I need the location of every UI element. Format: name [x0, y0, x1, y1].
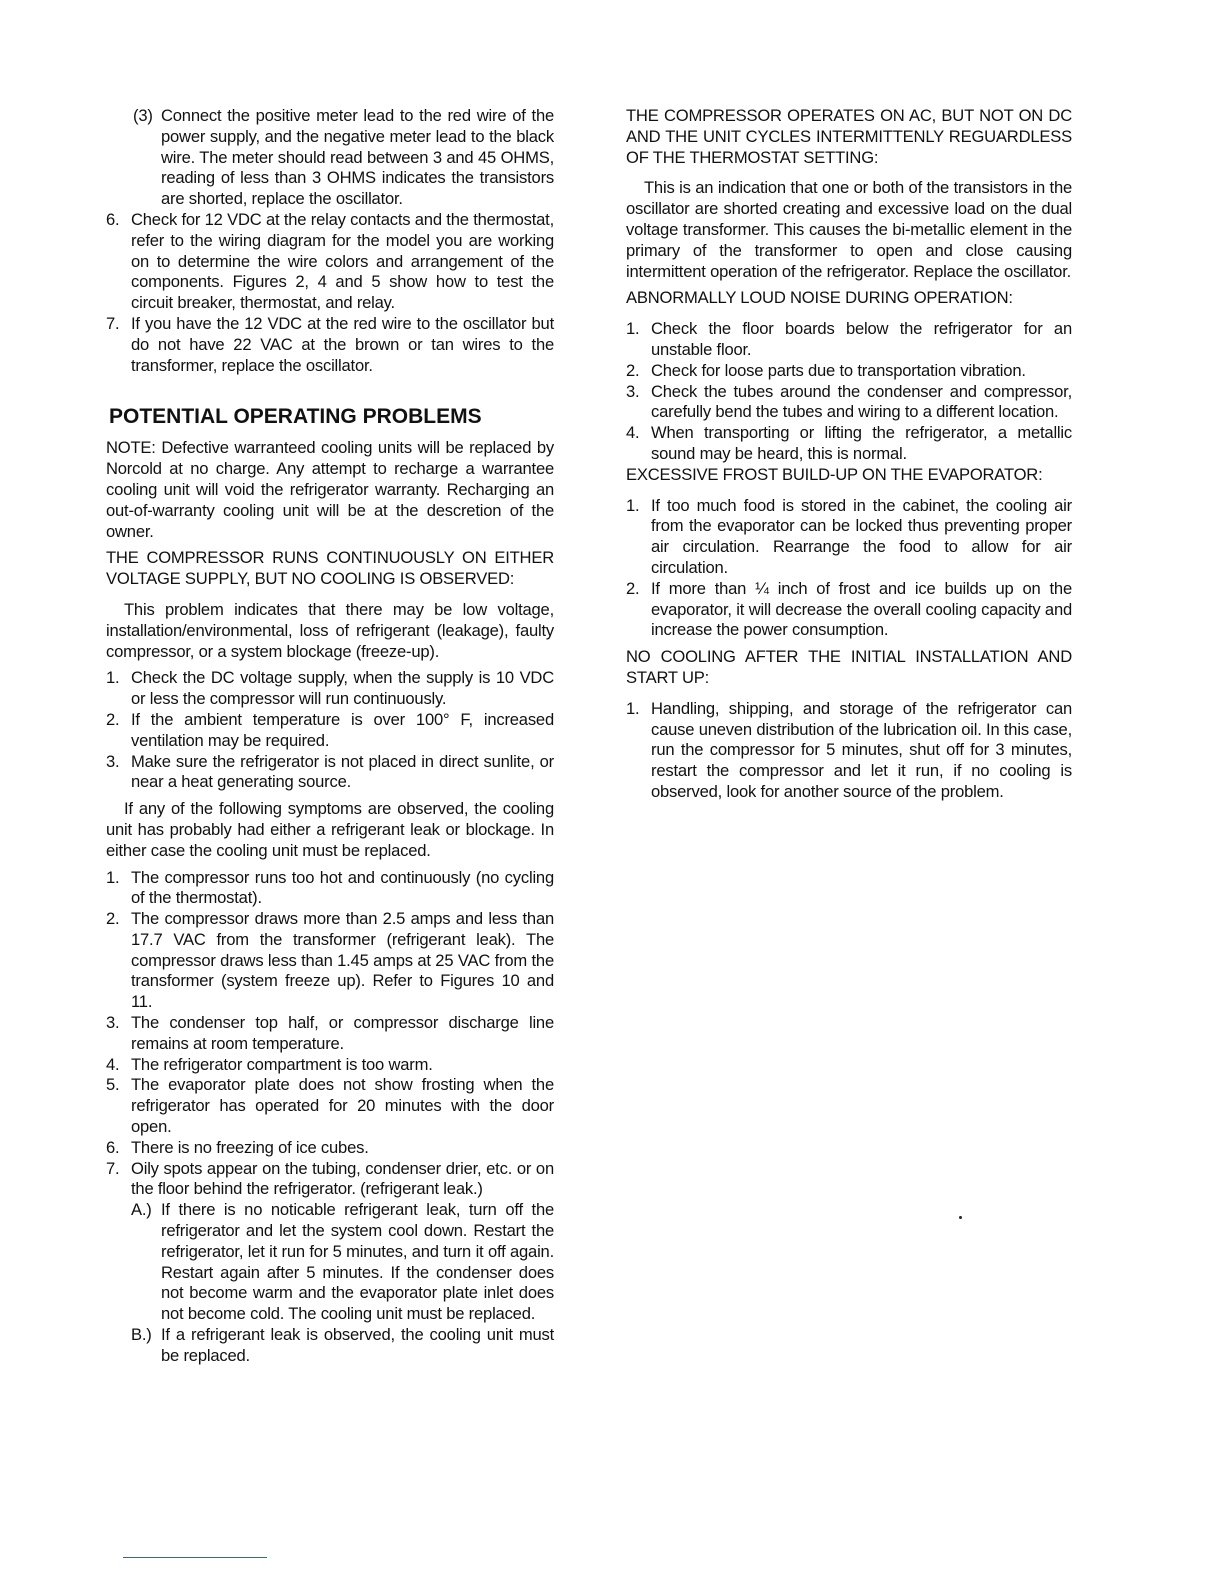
item-text: There is no freezing of ice cubes.	[131, 1137, 369, 1157]
item-text: If too much food is stored in the cabinet, the cooling air from the evaporator can be locked thus preventing proper air circulation. Rearrange the food to allow for air circulation.	[651, 495, 1072, 577]
list-item	[106, 752, 554, 794]
item-text: If the ambient temperature is over 100° F, increased ventilation may be required.	[131, 709, 554, 750]
symptom-item	[106, 909, 554, 1013]
problem-title-ac-not-dc: THE COMPRESSOR OPERATES ON AC, BUT NOT ON DC AND THE UNIT CYCLES INTERMITTENLY REGUARDLESS OF THE THERMOSTAT SETTING:	[626, 106, 1072, 167]
symptom-item	[106, 1075, 554, 1137]
item-text: When transporting or lifting the refrigerator, a metallic sound may be heard, this is normal.	[651, 423, 1072, 463]
list-item	[626, 423, 1072, 465]
warranty-note: NOTE: Defective warranteed cooling units will be replaced by Norcold at no charge. Any attempt to recharge a warrantee cooling unit will void the refrigerator warranty. Recharging an out-of-warranty cooling unit will be at the descretion of the owner.	[106, 438, 554, 541]
item-number: 6.	[106, 1137, 120, 1157]
item-number: 3.	[626, 381, 640, 401]
symptoms-intro: If any of the following symptoms are observed, the cooling unit has probably had either a refrigerant leak or blockage. In either case the cooling unit must be replaced.	[106, 799, 554, 860]
item-number: 1.	[626, 495, 640, 515]
left-column	[106, 106, 554, 1367]
step-number: 7.	[106, 313, 120, 333]
item-number: 3.	[106, 1013, 120, 1033]
item-number: 5.	[106, 1075, 120, 1095]
problem-title-loud-noise: ABNORMALLY LOUD NOISE DURING OPERATION:	[626, 288, 1013, 308]
item-text: The compressor draws more than 2.5 amps and less than 17.7 VAC from the transformer (refrigerant leak). The compressor draws less than 1.45 amps at 25 VAC from the transformer (system freeze up). Refer to Figures 10 and 11.	[131, 909, 554, 1012]
item-number: 1.	[106, 867, 120, 887]
item-text: Check for loose parts due to transportation vibration.	[651, 360, 1026, 380]
symptom-subitem-b	[106, 1325, 554, 1367]
item-number: 1.	[626, 698, 640, 718]
item-number: 3.	[106, 751, 120, 771]
item-number: 1.	[626, 319, 640, 339]
scan-speck	[959, 1216, 962, 1219]
step-6	[106, 210, 554, 314]
symptom-item	[106, 1138, 554, 1159]
item-number: 2.	[106, 909, 120, 929]
item-text: The compressor runs too hot and continuously (no cycling of the thermostat).	[131, 867, 554, 908]
problem-title-no-cooling: NO COOLING AFTER THE INITIAL INSTALLATION AND START UP:	[626, 647, 1072, 687]
right-column	[626, 106, 1072, 803]
step-text: Check for 12 VDC at the relay contacts and the thermostat, refer to the wiring diagram for the model you are working on to determine the wire colors and arrangement of the components. Figures 2, 4 and 5 show how to test the circuit breaker, thermostat, and relay.	[131, 209, 554, 313]
symptom-item	[106, 1013, 554, 1055]
subitem-text: If a refrigerant leak is observed, the cooling unit must be replaced.	[161, 1325, 554, 1365]
symptom-item	[106, 868, 554, 910]
list-item	[626, 319, 1072, 361]
footer-rule	[123, 1557, 267, 1558]
item-text: Check the DC voltage supply, when the supply is 10 VDC or less the compressor will run continuously.	[131, 668, 554, 709]
item-text: Oily spots appear on the tubing, condenser drier, etc. or on the floor behind the refrigerator. (refrigerant leak.)	[131, 1158, 554, 1199]
symptom-item	[106, 1055, 554, 1076]
item-text: If more than ¼ inch of frost and ice builds up on the evaporator, it will decrease the overall cooling capacity and increase the power consumption.	[651, 578, 1072, 640]
substep-3	[106, 106, 554, 210]
item-number: 4.	[106, 1054, 120, 1074]
item-text: The evaporator plate does not show frosting when the refrigerator has operated for 20 minutes with the door open.	[131, 1075, 554, 1137]
item-text: Handling, shipping, and storage of the refrigerator can cause uneven distribution of the lubrication oil. In this case, run the compressor for 5 minutes, shut off for 3 minutes, restart the compressor and let it run, if no cooling is observed, look for another source of the problem.	[651, 698, 1072, 801]
list-item	[626, 382, 1072, 424]
item-number: 7.	[106, 1158, 120, 1178]
problem-title-excessive-frost: EXCESSIVE FROST BUILD-UP ON THE EVAPORATOR:	[626, 464, 1043, 484]
item-text: The condenser top half, or compressor discharge line remains at room temperature.	[131, 1013, 554, 1053]
symptom-subitem-a	[106, 1200, 554, 1325]
list-item	[106, 710, 554, 752]
problem-description: This is an indication that one or both of the transistors in the oscillator are shorted creating and excessive load on the dual voltage transformer. This causes the bi-metallic element in the primary of the transformer to open and close causing intermittent operation of the refrigerator. Replace the oscillator.	[626, 178, 1072, 281]
step-number: 6.	[106, 209, 120, 229]
list-item	[626, 699, 1072, 803]
problem-title-runs-continuously: THE COMPRESSOR RUNS CONTINUOUSLY ON EITHER VOLTAGE SUPPLY, BUT NO COOLING IS OBSERVED:	[106, 548, 554, 589]
list-item	[626, 496, 1072, 579]
subitem-text: If there is no noticable refrigerant leak, turn off the refrigerator and let the system cool down. Restart the refrigerator, let it run for 5 minutes, and turn it off again. Restart again after 5 minutes. If the condenser does not become warm and the evaporator plate inlet does not become cold. The cooling unit must be replaced.	[161, 1200, 554, 1324]
list-item	[106, 668, 554, 710]
item-text: Check the floor boards below the refrigerator for an unstable floor.	[651, 319, 1072, 359]
problem-description: This problem indicates that there may be low voltage, installation/environmental, loss of refrigerant (leakage), faulty compressor, or a system blockage (freeze-up).	[106, 599, 554, 661]
list-item	[626, 361, 1072, 382]
symptom-item	[106, 1159, 554, 1201]
step-7	[106, 314, 554, 376]
step-text: If you have the 12 VDC at the red wire to the oscillator but do not have 22 VAC at the brown or tan wires to the transformer, replace the oscillator.	[131, 313, 554, 375]
item-text: Check the tubes around the condenser and compressor, carefully bend the tubes and wiring to a different location.	[651, 381, 1072, 422]
item-number: 2.	[626, 578, 640, 598]
subitem-letter: A.)	[131, 1200, 152, 1220]
item-number: 2.	[106, 709, 120, 729]
section-heading: POTENTIAL OPERATING PROBLEMS	[109, 405, 482, 429]
item-text: Make sure the refrigerator is not placed in direct sunlite, or near a heat generating source.	[131, 751, 554, 792]
item-number: 1.	[106, 668, 120, 688]
substep-text: Connect the positive meter lead to the red wire of the power supply, and the negative meter lead to the black wire. The meter should read between 3 and 45 OHMS, reading of less than 3 OHMS indicates the transistors are shorted, replace the oscillator.	[161, 106, 554, 209]
substep-number: (3)	[133, 106, 153, 125]
item-number: 4.	[626, 423, 640, 443]
item-text: The refrigerator compartment is too warm.	[131, 1054, 433, 1074]
list-item	[626, 579, 1072, 641]
item-number: 2.	[626, 360, 640, 380]
subitem-letter: B.)	[131, 1325, 152, 1345]
